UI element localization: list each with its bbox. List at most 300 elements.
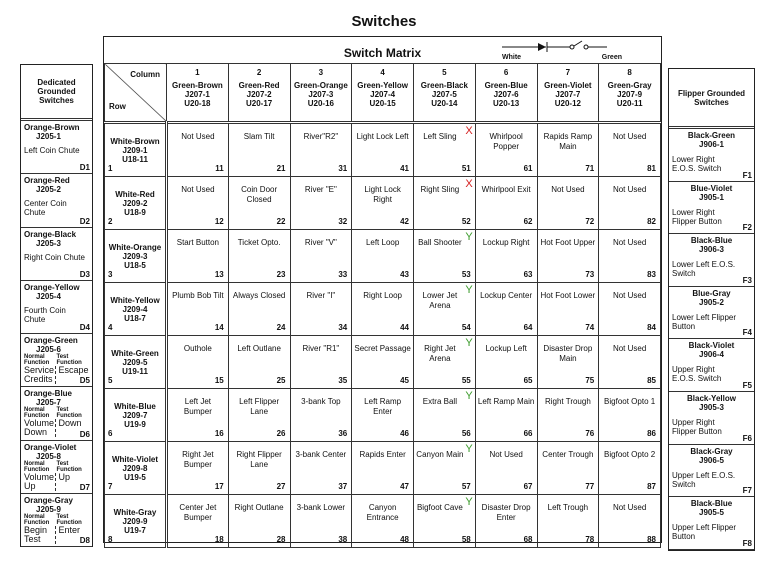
switch-cell xyxy=(290,336,352,389)
switch-number: 18 xyxy=(214,535,224,544)
switch-name: Right Jet Bumper xyxy=(182,450,214,469)
switch-cell xyxy=(475,495,537,548)
switch-name: Slam Tilt xyxy=(243,132,275,141)
switch-cell xyxy=(228,442,290,495)
switch-description: Lower Left E.O.S. Switch xyxy=(672,260,736,279)
switch-name: Left Trough xyxy=(547,503,589,512)
switch-code: F8 xyxy=(742,538,752,548)
switch-name: Right Flipper Lane xyxy=(236,450,282,469)
column-conn: J207-3 xyxy=(308,90,334,99)
function-labels xyxy=(24,461,89,473)
normal-function-label: Normal Function xyxy=(24,460,50,473)
switch-code: F3 xyxy=(742,275,752,285)
switch-number: 11 xyxy=(215,164,224,173)
column-header xyxy=(599,64,661,123)
switch-name: Start Button xyxy=(176,238,219,247)
corner-cell xyxy=(105,64,167,123)
switch-number: 74 xyxy=(585,323,595,332)
switch-code: F2 xyxy=(742,223,752,233)
row-ic: U18-7 xyxy=(124,313,146,323)
switch-name: River"R2" xyxy=(303,132,339,141)
row-header xyxy=(105,495,167,548)
page-title: Switches xyxy=(351,13,417,30)
switch-cell xyxy=(352,123,414,177)
column-ic: U20-16 xyxy=(307,99,334,108)
wire-color: Orange-Green xyxy=(24,336,78,346)
column-num: 2 xyxy=(256,68,262,77)
switch-cell xyxy=(228,389,290,442)
switch-cell xyxy=(167,283,229,336)
switch-cell xyxy=(228,283,290,336)
switch-description: Upper Right E.O.S. Switch xyxy=(672,365,722,384)
switch-number: 15 xyxy=(214,376,224,385)
switch-number: 13 xyxy=(214,270,224,279)
switch-name: Lower Jet Arena xyxy=(422,291,458,310)
switch-cell xyxy=(414,442,476,495)
matrix-row xyxy=(105,123,661,177)
switch-name: Not Used xyxy=(551,185,585,194)
switch-number: 75 xyxy=(585,376,595,385)
switch-cell xyxy=(352,442,414,495)
switch-cell xyxy=(352,336,414,389)
connector: J905-1 xyxy=(699,192,724,202)
switch-number: 73 xyxy=(585,270,595,279)
switch-number: 37 xyxy=(338,482,348,491)
row-header xyxy=(105,177,167,230)
column-num: 1 xyxy=(195,68,200,77)
wire-color: Orange-Red xyxy=(24,176,70,186)
matrix-row xyxy=(105,389,661,442)
switch-name: Hot Foot Lower xyxy=(540,291,596,300)
switch-name: 3-bank Center xyxy=(295,450,347,459)
column-ic: U20-17 xyxy=(246,99,273,108)
switch-number: 72 xyxy=(585,217,595,226)
column-header xyxy=(352,64,414,123)
flipper-switch-entry xyxy=(669,287,754,340)
column-header xyxy=(228,64,290,123)
connector: J906-4 xyxy=(699,350,724,360)
wire-color: Blue-Gray xyxy=(692,288,731,298)
switch-cell xyxy=(475,123,537,177)
column-ic: U20-13 xyxy=(493,99,520,108)
switch-name: River "R1" xyxy=(302,344,340,353)
switch-number: 84 xyxy=(647,323,656,332)
test-function-label: Test Function xyxy=(56,460,82,473)
switch-number: 31 xyxy=(338,164,348,173)
switch-name: Right Sling xyxy=(420,185,460,194)
switch-name: Left Loop xyxy=(365,238,400,247)
test-function-label: Test Function xyxy=(56,514,82,527)
switch-name: Not Used xyxy=(612,344,647,353)
switch-code: D8 xyxy=(79,536,90,546)
normal-function-label: Normal Function xyxy=(24,514,50,527)
switch-name: Left Ramp Enter xyxy=(364,397,402,416)
switch-name: Not Used xyxy=(612,185,647,194)
switch-name: Canyon Entrance xyxy=(366,503,399,522)
switch-name: 3-bank Lower xyxy=(296,503,346,512)
switch-name: Canyon Main xyxy=(416,450,464,459)
switch-number: 34 xyxy=(338,323,348,332)
switch-cell xyxy=(352,177,414,230)
switch-cell xyxy=(537,389,599,442)
row-ic: U19-5 xyxy=(124,472,146,482)
wire-color: Black-Green xyxy=(687,131,736,140)
matrix-row xyxy=(105,177,661,230)
switch-name: Rapids Enter xyxy=(359,450,406,459)
switch-code: D7 xyxy=(79,483,90,493)
column-header xyxy=(475,64,537,123)
connector: J905-2 xyxy=(699,297,724,307)
switch-number: 27 xyxy=(276,482,286,491)
column-conn: J207-6 xyxy=(493,90,519,99)
switch-cell xyxy=(537,495,599,548)
switch-number: 53 xyxy=(461,270,471,279)
switch-cell xyxy=(475,442,537,495)
y-mark: Y xyxy=(465,443,473,455)
switch-name: Right Outlane xyxy=(234,503,284,512)
column-ic: U20-15 xyxy=(369,99,396,108)
test-function-value: Down xyxy=(58,418,82,429)
connector: J205-7 xyxy=(36,398,61,408)
dedicated-switch-entry xyxy=(21,334,92,387)
switch-number: 52 xyxy=(461,217,471,226)
switch-number: 76 xyxy=(585,429,595,438)
switch-name: 3-bank Top xyxy=(301,397,341,406)
row-conn: J209-1 xyxy=(122,145,148,155)
switch-code: D3 xyxy=(79,269,90,279)
flipper-switch-entry xyxy=(669,234,754,287)
switch-code: F6 xyxy=(742,433,752,443)
row-conn: J209-9 xyxy=(122,516,148,526)
switch-number: 56 xyxy=(461,429,471,438)
column-wire: Green-Black xyxy=(420,81,468,90)
switch-cell xyxy=(475,230,537,283)
column-num: 6 xyxy=(503,68,509,77)
switch-number: 48 xyxy=(400,535,409,544)
connector: J205-3 xyxy=(36,238,61,248)
test-function-value: Enter xyxy=(58,525,81,536)
switch-number: 66 xyxy=(523,429,533,438)
switch-cell xyxy=(414,389,476,442)
normal-function-label: Normal Function xyxy=(24,407,50,420)
switch-description: Upper Right Flipper Button xyxy=(672,417,722,436)
switch-name: Not Used xyxy=(612,238,647,247)
switch-cell xyxy=(537,230,599,283)
flipper-switch-entry xyxy=(669,129,754,182)
switch-name: Extra Ball xyxy=(422,397,457,406)
y-mark: Y xyxy=(465,337,473,349)
test-function-value: Escape xyxy=(58,365,89,376)
switch-cell xyxy=(167,336,229,389)
row-header xyxy=(105,442,167,495)
row-conn: J209-8 xyxy=(122,463,148,473)
switch-number: 55 xyxy=(461,376,471,385)
flipper-switches-panel xyxy=(668,68,755,551)
y-mark: Y xyxy=(465,390,473,402)
switch-name: Right Trough xyxy=(544,397,591,406)
column-wire: Green-Violet xyxy=(544,81,592,90)
switch-cell xyxy=(414,495,476,548)
column-ic: U20-12 xyxy=(554,99,581,108)
switch-number: 14 xyxy=(214,323,224,332)
normal-function-value: Volume Up xyxy=(24,471,55,491)
column-header xyxy=(414,64,476,123)
x-mark: X xyxy=(465,125,473,137)
column-conn: J207-4 xyxy=(370,90,396,99)
diode-white-label: White xyxy=(502,54,522,61)
connector: J205-9 xyxy=(36,505,61,515)
switch-cell xyxy=(290,177,352,230)
column-wire: Green-Yellow xyxy=(357,81,408,90)
switch-number: 42 xyxy=(400,217,409,226)
row-wire: White-Violet xyxy=(111,454,159,464)
switch-cell xyxy=(599,336,661,389)
switch-cell xyxy=(475,177,537,230)
y-mark: Y xyxy=(465,284,473,296)
switch-number: 22 xyxy=(276,217,286,226)
switch-number: 21 xyxy=(276,164,286,173)
switch-code: F1 xyxy=(742,170,752,180)
flipper-switch-entry xyxy=(669,392,754,445)
switch-cell xyxy=(537,336,599,389)
switch-number: 83 xyxy=(647,270,656,279)
switch-cell xyxy=(414,230,476,283)
switch-cell xyxy=(167,442,229,495)
column-num: 4 xyxy=(380,68,385,77)
switch-cell xyxy=(167,123,229,177)
switch-cell xyxy=(537,177,599,230)
switch-cell xyxy=(414,336,476,389)
switch-description: Upper Left E.O.S. Switch xyxy=(672,470,736,489)
switch-number: 23 xyxy=(276,270,286,279)
wire-color: Orange-Gray xyxy=(24,496,73,506)
row-number: 2 xyxy=(108,217,113,226)
dedicated-switch-entry xyxy=(21,387,92,440)
normal-function-value: Service Credits xyxy=(24,365,55,385)
switch-cell xyxy=(228,123,290,177)
switch-code: D1 xyxy=(79,163,90,173)
dedicated-switch-entry xyxy=(21,174,92,227)
switch-name: Lockup Left xyxy=(485,344,527,353)
column-wire: Green-Gray xyxy=(607,81,652,90)
wire-color: Orange-Blue xyxy=(24,389,73,399)
matrix-row xyxy=(105,495,661,548)
connector: J905-5 xyxy=(699,508,724,518)
switch-cell xyxy=(352,230,414,283)
row-number: 7 xyxy=(108,482,113,491)
switch-name: Not Used xyxy=(612,291,647,300)
connector: J906-5 xyxy=(699,455,724,465)
switch-description: Lower Right Flipper Button xyxy=(672,207,722,226)
switch-cell xyxy=(228,336,290,389)
dedicated-panel-title: Dedicated Grounded Switches xyxy=(21,65,92,121)
switch-number: 64 xyxy=(523,323,533,332)
wire-color: Orange-Brown xyxy=(24,123,80,132)
dedicated-switch-entry xyxy=(21,121,92,174)
switch-name: Always Closed xyxy=(232,291,286,300)
switch-name: Secret Passage xyxy=(354,344,411,353)
switch-name: Right Jet Arena xyxy=(424,344,456,363)
switch-cell xyxy=(290,123,352,177)
switch-cell xyxy=(414,283,476,336)
switch-name: Not Used xyxy=(181,185,215,194)
column-wire: Green-Brown xyxy=(172,81,223,90)
row-wire: White-Red xyxy=(115,189,155,199)
switch-number: 67 xyxy=(523,482,533,491)
switch-code: F4 xyxy=(742,328,752,338)
switch-number: 54 xyxy=(461,323,471,332)
connector: J906-3 xyxy=(699,245,724,255)
switch-name: Disaster Drop Main xyxy=(543,344,593,363)
switch-name: Rapids Ramp Main xyxy=(543,132,593,151)
column-conn: J207-9 xyxy=(617,90,643,99)
connector: J906-1 xyxy=(699,140,724,149)
column-conn: J207-1 xyxy=(184,90,210,99)
switch-name: Left Flipper Lane xyxy=(239,397,280,416)
switch-name: Left Sling xyxy=(423,132,457,141)
column-wire: Green-Blue xyxy=(484,81,528,90)
switch-description: Center Coin Chute xyxy=(24,199,67,218)
switch-cell xyxy=(167,495,229,548)
flipper-switch-entry xyxy=(669,182,754,235)
switch-name: Whirlpool Exit xyxy=(481,185,531,194)
switch-number: 16 xyxy=(214,429,224,438)
switch-cell xyxy=(290,230,352,283)
row-header xyxy=(105,123,167,177)
switch-number: 62 xyxy=(523,217,533,226)
switch-number: 47 xyxy=(400,482,409,491)
switch-number: 36 xyxy=(338,429,348,438)
row-number: 3 xyxy=(108,270,113,279)
switch-name: Ball Shooter xyxy=(418,238,462,247)
switch-cell xyxy=(414,177,476,230)
row-ic: U19-7 xyxy=(124,525,146,535)
dedicated-switch-entry xyxy=(21,441,92,494)
switch-cell xyxy=(537,283,599,336)
switch-number: 85 xyxy=(647,376,656,385)
switch-number: 77 xyxy=(585,482,595,491)
switch-name: Bigfoot Opto 2 xyxy=(604,450,656,459)
connector: J205-2 xyxy=(36,185,61,195)
switch-number: 46 xyxy=(400,429,409,438)
switch-name: River "I" xyxy=(306,291,336,300)
switch-cell xyxy=(167,389,229,442)
column-ic: U20-11 xyxy=(616,99,643,108)
switch-name: Left Ramp Main xyxy=(477,397,535,406)
row-number: 1 xyxy=(108,164,113,173)
switch-name: River "V" xyxy=(304,238,337,247)
switch-number: 81 xyxy=(647,164,656,173)
row-ic: U18-11 xyxy=(122,154,148,164)
switch-description: Left Coin Chute xyxy=(24,146,80,155)
column-ic: U20-18 xyxy=(184,99,211,108)
switch-cell xyxy=(599,442,661,495)
switch-name: Light Lock Left xyxy=(356,132,409,141)
wire-color: Black-Gray xyxy=(690,446,733,456)
row-conn: J209-4 xyxy=(122,304,148,314)
switch-number: 35 xyxy=(338,376,348,385)
column-label: Column xyxy=(130,70,160,79)
dedicated-switch-entry xyxy=(21,494,92,547)
connector: J205-8 xyxy=(36,451,61,461)
switch-name: Hot Foot Upper xyxy=(540,238,596,247)
switch-cell xyxy=(475,336,537,389)
flipper-switch-entry xyxy=(669,497,754,550)
switch-name: Not Used xyxy=(181,132,215,141)
column-num: 5 xyxy=(442,68,447,77)
row-wire: White-Orange xyxy=(108,242,162,252)
switch-name: Center Jet Bumper xyxy=(179,503,217,522)
switch-name: Lockup Right xyxy=(482,238,530,247)
row-wire: White-Brown xyxy=(110,136,160,146)
switch-number: 65 xyxy=(523,376,533,385)
dedicated-switches-panel xyxy=(20,64,93,547)
switch-description: Right Coin Chute xyxy=(24,252,85,262)
switch-cell xyxy=(228,177,290,230)
switch-number: 45 xyxy=(400,376,409,385)
connector: J205-4 xyxy=(36,291,61,301)
switch-cell xyxy=(475,389,537,442)
switch-number: 87 xyxy=(647,482,656,491)
switch-number: 26 xyxy=(276,429,286,438)
switch-number: 78 xyxy=(585,535,595,544)
column-num: 3 xyxy=(318,68,324,77)
switch-code: F5 xyxy=(742,380,752,390)
row-ic: U19-9 xyxy=(124,419,146,429)
switch-number: 25 xyxy=(276,376,286,385)
switch-cell xyxy=(599,283,661,336)
flipper-switch-entry xyxy=(669,445,754,498)
switch-cell xyxy=(599,389,661,442)
switch-cell xyxy=(352,389,414,442)
column-wire: Green-Orange xyxy=(293,81,348,90)
normal-function-value: Begin Test xyxy=(24,526,56,544)
row-label: Row xyxy=(109,102,126,111)
switch-name: Not Used xyxy=(612,503,647,512)
normal-function-value: Volume Down xyxy=(24,418,55,438)
column-wire: Green-Red xyxy=(238,81,280,90)
switch-name: Left Outlane xyxy=(237,344,281,353)
switch-code: D5 xyxy=(79,376,90,386)
column-ic: U20-14 xyxy=(431,99,458,108)
matrix-title: Switch Matrix xyxy=(343,46,422,60)
matrix-header xyxy=(104,37,661,64)
wire-color: Black-Blue xyxy=(690,499,733,509)
switch-name: Not Used xyxy=(612,132,647,141)
dedicated-switch-entry xyxy=(21,228,92,281)
switch-number: 58 xyxy=(461,535,471,544)
row-conn: J209-7 xyxy=(122,410,148,420)
switch-number: 43 xyxy=(400,270,409,279)
dedicated-switch-entry xyxy=(21,281,92,334)
switch-name: Lockup Center xyxy=(480,291,533,300)
row-wire: White-Green xyxy=(111,348,159,358)
switch-number: 38 xyxy=(338,535,348,544)
switch-matrix xyxy=(103,36,662,543)
switch-cell xyxy=(599,495,661,548)
switch-cell xyxy=(475,283,537,336)
switch-code: D2 xyxy=(79,216,90,226)
switch-number: 88 xyxy=(647,535,656,544)
switch-code: D6 xyxy=(79,429,90,439)
switch-cell xyxy=(290,283,352,336)
switch-name: Bigfoot Cave xyxy=(416,503,463,512)
switch-name: Light Lock Right xyxy=(364,185,401,204)
switch-cell xyxy=(228,495,290,548)
y-mark: Y xyxy=(465,496,473,508)
matrix-row xyxy=(105,336,661,389)
diode-switch-icon xyxy=(502,40,622,54)
